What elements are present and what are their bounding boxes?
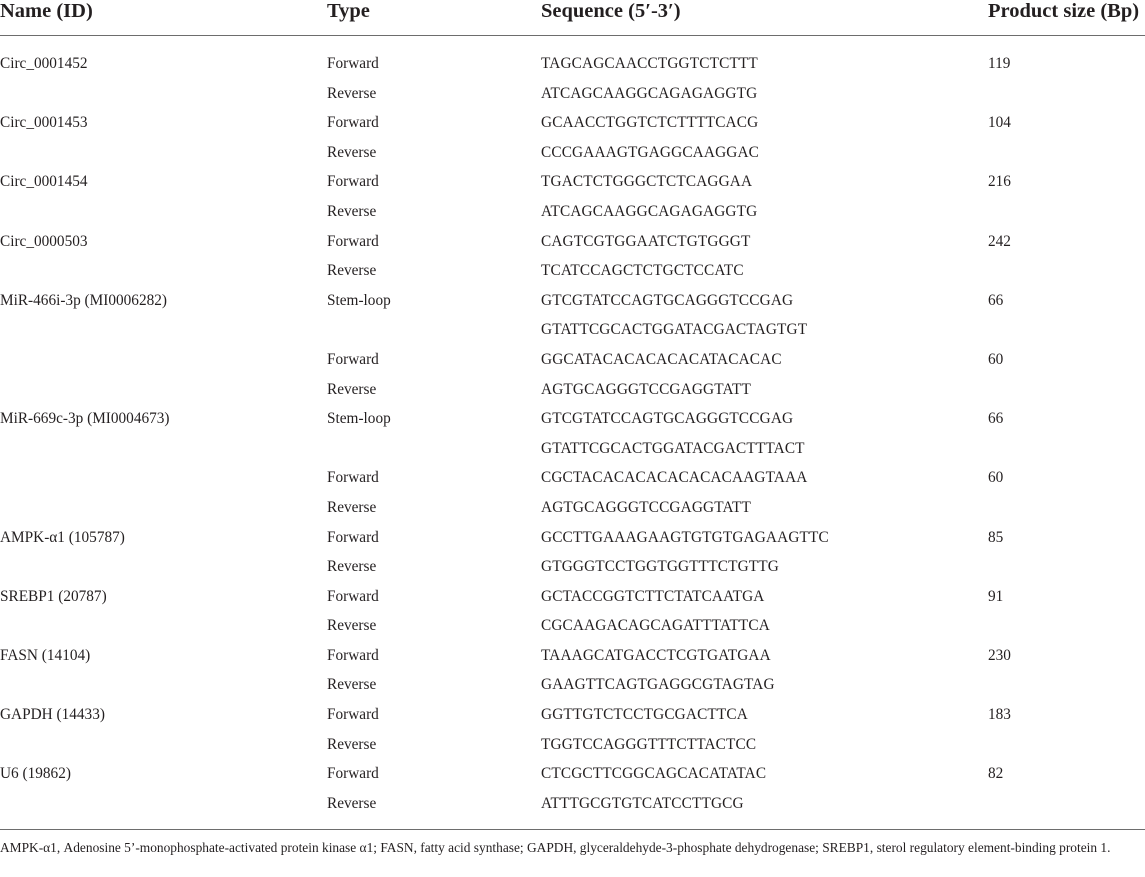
cell-type: Forward: [327, 528, 379, 546]
table-row: [0, 670, 1145, 700]
cell-sequence: CAGTCGTGGAATCTGTGGGT: [541, 232, 751, 250]
cell-sequence: ATCAGCAAGGCAGAGAGGTG: [541, 202, 758, 220]
cell-name: MiR-466i-3p (MI0006282): [0, 291, 167, 309]
cell-type: Forward: [327, 350, 379, 368]
cell-sequence: TGGTCCAGGGTTTCTTACTCC: [541, 735, 757, 753]
cell-sequence: GTCGTATCCAGTGCAGGGTCCGAG: [541, 291, 794, 309]
cell-sequence: CTCGCTTCGGCAGCACATATAC: [541, 765, 767, 783]
cell-product-size: 66: [988, 410, 1004, 428]
cell-product-size: 85: [988, 528, 1004, 546]
table-row: [0, 730, 1145, 760]
cell-type: Reverse: [327, 617, 377, 635]
table-row: [0, 611, 1145, 641]
cell-product-size: 82: [988, 765, 1004, 783]
table-row: [0, 582, 1145, 612]
cell-product-size: 242: [988, 232, 1011, 250]
cell-sequence: GAAGTTCAGTGAGGCGTAGTAG: [541, 676, 775, 694]
table-row: [0, 523, 1145, 553]
cell-type: Forward: [327, 765, 379, 783]
header-divider: [0, 35, 1145, 36]
cell-type: Forward: [327, 469, 379, 487]
table-row: [0, 49, 1145, 79]
cell-product-size: 60: [988, 350, 1004, 368]
cell-product-size: 230: [988, 646, 1011, 664]
table-body: [0, 49, 1145, 818]
table-row: [0, 138, 1145, 168]
cell-name: AMPK-α1 (105787): [0, 528, 125, 546]
table-row: [0, 404, 1145, 434]
header-name: Name (ID): [0, 0, 93, 22]
cell-product-size: 119: [988, 55, 1011, 72]
table-row: [0, 108, 1145, 138]
cell-type: Reverse: [327, 676, 377, 694]
table-row: [0, 79, 1145, 109]
cell-sequence: TAGCAGCAACCTGGTCTCTTT: [541, 55, 758, 72]
cell-type: Reverse: [327, 380, 377, 398]
table-row: [0, 700, 1145, 730]
cell-sequence: ATTTGCGTGTCATCCTTGCG: [541, 794, 744, 812]
cell-type: Forward: [327, 587, 379, 605]
table-row: [0, 641, 1145, 671]
cell-type: Reverse: [327, 143, 377, 161]
table-row: [0, 286, 1145, 316]
table-row: [0, 463, 1145, 493]
cell-name: Circ_0001454: [0, 173, 88, 191]
cell-name: FASN (14104): [0, 646, 91, 664]
cell-sequence: CGCTACACACACACACACAAGTAAA: [541, 469, 808, 487]
cell-product-size: 183: [988, 706, 1011, 724]
table-row: [0, 345, 1145, 375]
header-type: Type: [327, 0, 370, 22]
cell-type: Stem-loop: [327, 410, 391, 428]
cell-name: Circ_0001452: [0, 55, 88, 72]
cell-type: Reverse: [327, 498, 377, 516]
cell-type: Reverse: [327, 794, 377, 812]
cell-type: Stem-loop: [327, 291, 391, 309]
cell-type: Forward: [327, 55, 379, 72]
cell-sequence: GTGGGTCCTGGTGGTTTCTGTTG: [541, 558, 779, 576]
table-row: [0, 552, 1145, 582]
cell-sequence: TGACTCTGGGCTCTCAGGAA: [541, 173, 753, 191]
cell-sequence: TAAAGCATGACCTCGTGATGAA: [541, 646, 771, 664]
cell-type: Reverse: [327, 202, 377, 220]
table-header: [0, 0, 1145, 35]
cell-type: Reverse: [327, 262, 377, 280]
cell-product-size: 216: [988, 173, 1011, 191]
table-row: [0, 197, 1145, 227]
cell-sequence: GCTACCGGTCTTCTATCAATGA: [541, 587, 765, 605]
cell-sequence: CCCGAAAGTGAGGCAAGGAC: [541, 143, 760, 161]
header-product-size: Product size (Bp): [988, 0, 1140, 22]
cell-name: GAPDH (14433): [0, 706, 105, 724]
cell-product-size: 104: [988, 114, 1011, 132]
cell-name: U6 (19862): [0, 765, 71, 783]
cell-product-size: 60: [988, 469, 1004, 487]
cell-type: Reverse: [327, 84, 377, 102]
cell-type: Forward: [327, 173, 379, 191]
cell-name: SREBP1 (20787): [0, 587, 107, 605]
table-row: [0, 256, 1145, 286]
cell-type: Reverse: [327, 735, 377, 753]
cell-sequence: GTATTCGCACTGGATACGACTTTACT: [541, 439, 805, 457]
table-row: [0, 434, 1145, 464]
cell-name: Circ_0001453: [0, 114, 88, 132]
cell-sequence: GCCTTGAAAGAAGTGTGTGAGAAGTTC: [541, 528, 829, 546]
cell-sequence: ATCAGCAAGGCAGAGAGGTG: [541, 84, 758, 102]
cell-sequence: GCAACCTGGTCTCTTTTCACG: [541, 114, 759, 132]
cell-sequence: GGCATACACACACACATACACAC: [541, 350, 782, 368]
table-row: [0, 227, 1145, 257]
cell-sequence: AGTGCAGGGTCCGAGGTATT: [541, 380, 751, 398]
table-row: [0, 167, 1145, 197]
cell-sequence: CGCAAGACAGCAGATTTATTCA: [541, 617, 770, 635]
cell-sequence: GGTTGTCTCCTGCGACTTCA: [541, 706, 748, 724]
cell-sequence: AGTGCAGGGTCCGAGGTATT: [541, 498, 751, 516]
table-row: [0, 375, 1145, 405]
cell-product-size: 91: [988, 587, 1004, 605]
cell-type: Forward: [327, 114, 379, 132]
cell-type: Forward: [327, 646, 379, 664]
table-footnote: AMPK-α1, Adenosine 5’-monophosphate-activated protein kinase α1; FASN, fatty acid synthase; GAPDH, glyceraldehyde-3-phosphate dehydrogenase; SREBP1, sterol regulatory element-binding protein 1.: [0, 840, 1111, 855]
table-row: [0, 789, 1145, 819]
cell-type: Forward: [327, 232, 379, 250]
cell-type: Forward: [327, 706, 379, 724]
cell-sequence: GTCGTATCCAGTGCAGGGTCCGAG: [541, 410, 794, 428]
cell-name: MiR-669c-3p (MI0004673): [0, 410, 170, 428]
header-sequence: Sequence (5′-3′): [541, 0, 681, 22]
cell-name: Circ_0000503: [0, 232, 88, 250]
table-row: [0, 759, 1145, 789]
cell-product-size: 66: [988, 291, 1004, 309]
table-row: [0, 315, 1145, 345]
cell-type: Reverse: [327, 558, 377, 576]
cell-sequence: TCATCCAGCTCTGCTCCATC: [541, 262, 744, 280]
footer-divider: [0, 829, 1145, 830]
cell-sequence: GTATTCGCACTGGATACGACTAGTGT: [541, 321, 808, 339]
table-row: [0, 493, 1145, 523]
